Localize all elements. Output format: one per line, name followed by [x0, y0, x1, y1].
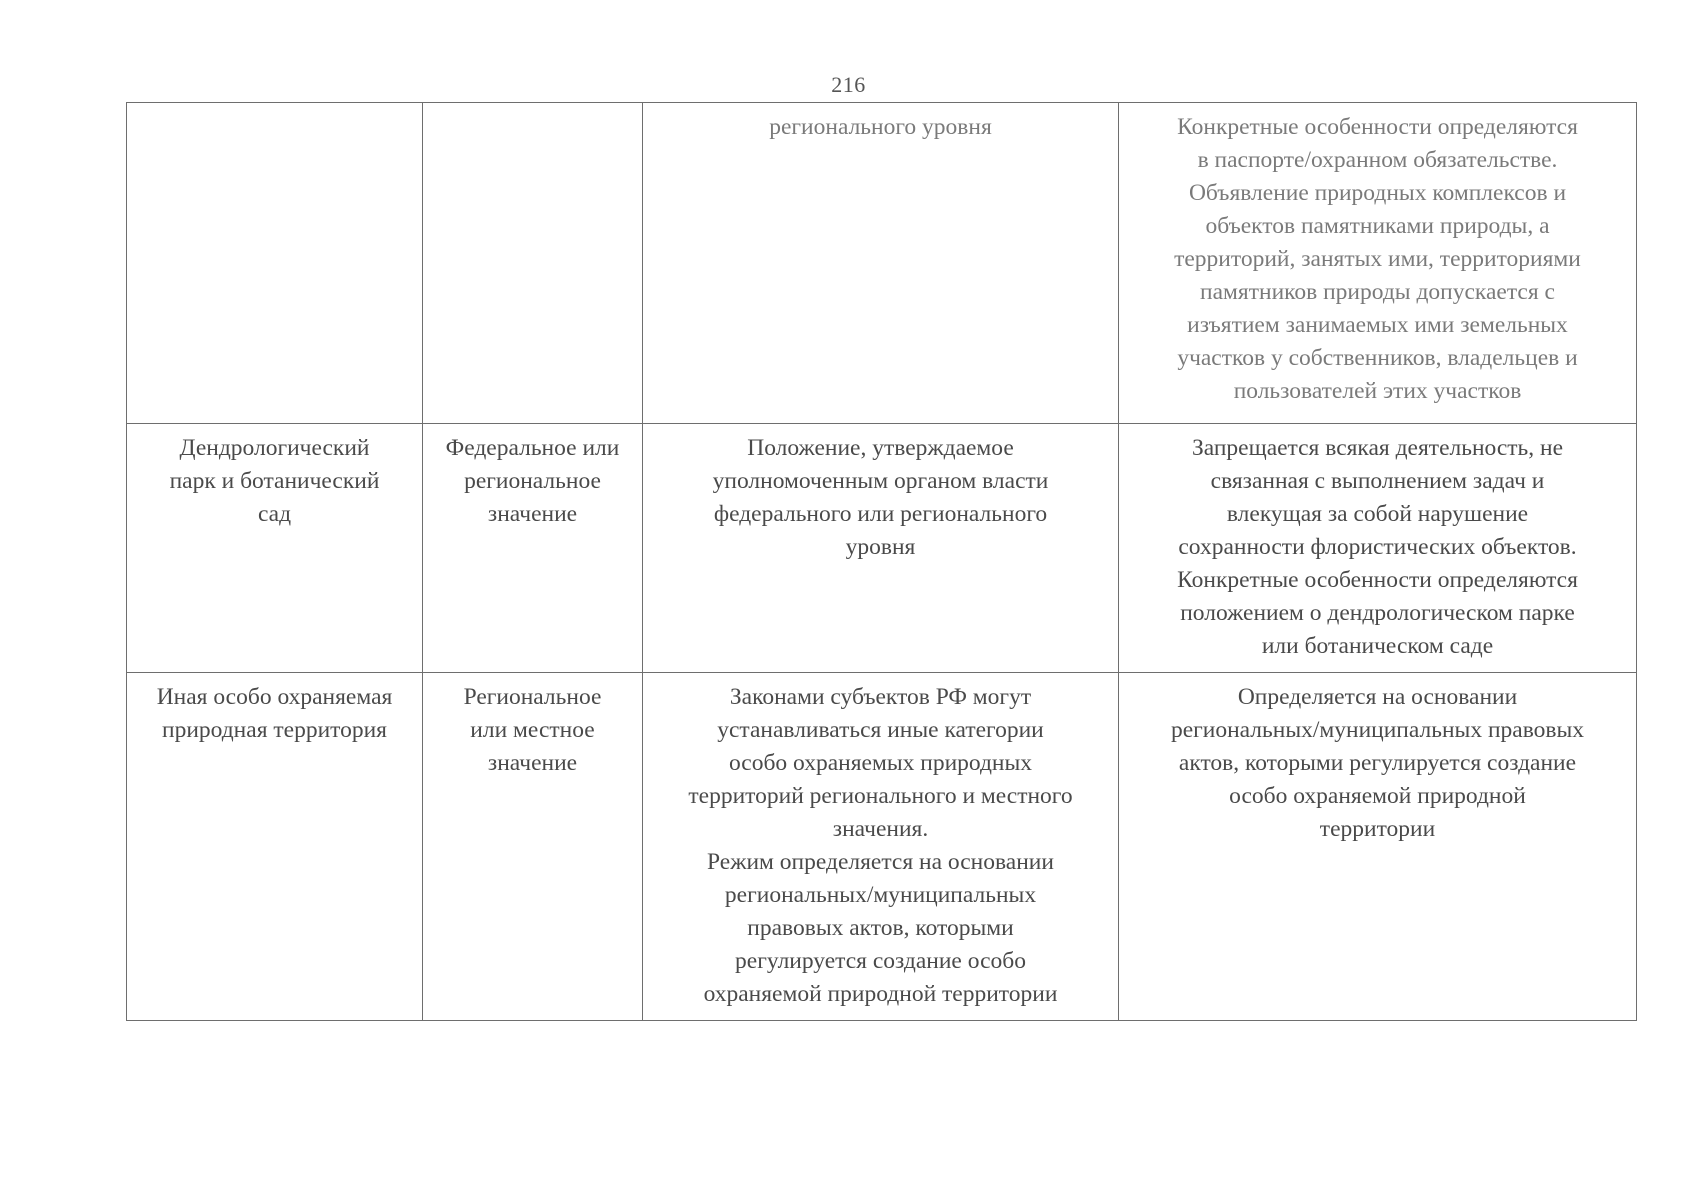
cell-text: Определяется на основании региональных/муниципальных правовых актов, которыми регулируется создание особо охраняемой природной территории — [1170, 684, 1585, 842]
table-cell-regime — [1119, 673, 1637, 1021]
table-cell-legal-basis — [643, 673, 1119, 1021]
cell-text: Положение, утверждаемое уполномоченным органом власти федерального или регионального уровня — [712, 435, 1049, 560]
cell-text: регионального уровня — [769, 114, 992, 140]
table-row — [127, 103, 1637, 424]
cell-text: Региональное или местное значение — [463, 684, 602, 776]
table-cell-category — [127, 103, 423, 424]
table-cell-legal-basis — [643, 424, 1119, 673]
table-cell-category — [127, 424, 423, 673]
cell-text: Иная особо охраняемая природная территория — [156, 684, 393, 743]
protected-areas-table — [126, 102, 1637, 1021]
table-cell-legal-basis — [643, 103, 1119, 424]
table-cell-significance — [423, 424, 643, 673]
table-cell-regime — [1119, 424, 1637, 673]
cell-text: Законами субъектов РФ могут устанавливаться иные категории особо охраняемых природных территорий регионального и местного значения. Режим определяется на основании региональных/муниципальных правовых актов, которыми регулируется создание особо охраняемой природной территории — [688, 684, 1073, 1007]
table-cell-significance — [423, 673, 643, 1021]
table-cell-regime — [1119, 103, 1637, 424]
table-cell-category — [127, 673, 423, 1021]
page-number: 216 — [831, 72, 866, 97]
cell-text: Дендрологический парк и ботанический сад — [169, 435, 380, 527]
cell-text: Запрещается всякая деятельность, не связанная с выполнением задач и влекущая за собой нарушение сохранности флористических объектов. Конкретные особенности определяются положением о дендрологическом парке или ботаническом саде — [1177, 435, 1578, 659]
table-row — [127, 673, 1637, 1021]
table-row — [127, 424, 1637, 673]
cell-text: Конкретные особенности определяются в паспорте/охранном обязательстве. Объявление природных комплексов и объектов памятниками природы, а территорий, занятых ими, территориями памятников природы допускается с изъятием занимаемых ими земельных участков у собственников, владельцев и пользователей этих участков — [1174, 114, 1581, 404]
cell-text: Федеральное или региональное значение — [445, 435, 620, 527]
table-cell-significance — [423, 103, 643, 424]
